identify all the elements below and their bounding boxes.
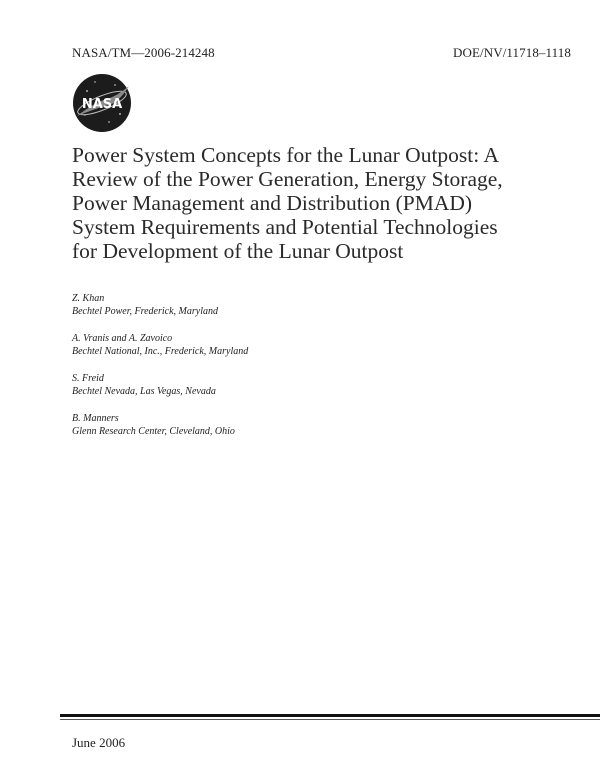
document-title — [72, 143, 592, 263]
footer-divider — [60, 714, 600, 717]
author-name: S. Freid — [72, 373, 104, 384]
author-affiliation: Bechtel Power, Frederick, Maryland — [72, 306, 218, 317]
title-line: for Development of the Lunar Outpost — [72, 239, 404, 263]
author-entry — [72, 292, 248, 318]
title-line: Power System Concepts for the Lunar Outpost: A — [72, 143, 499, 167]
nasa-logo-icon — [71, 72, 133, 134]
logo-wordmark: NASA — [81, 97, 123, 112]
report-number: NASA/TM—2006-214248 — [72, 45, 215, 60]
author-name: A. Vranis and A. Zavoico — [72, 333, 173, 344]
publication-date: June 2006 — [72, 735, 126, 750]
author-list — [72, 292, 248, 452]
title-line: Review of the Power Generation, Energy Storage, — [72, 167, 503, 191]
author-affiliation: Bechtel Nevada, Las Vegas, Nevada — [72, 386, 216, 397]
author-entry — [72, 332, 248, 358]
title-line: Power Management and Distribution (PMAD) — [72, 191, 473, 215]
doe-report-number: DOE/NV/11718–1118 — [453, 45, 571, 60]
author-name: Z. Khan — [72, 293, 105, 304]
footer-divider-thin — [60, 719, 600, 720]
title-line: System Requirements and Potential Technologies — [72, 215, 498, 239]
author-name: B. Manners — [72, 413, 119, 424]
author-entry — [72, 372, 248, 398]
author-affiliation: Glenn Research Center, Cleveland, Ohio — [72, 426, 235, 437]
author-entry — [72, 412, 248, 438]
author-affiliation: Bechtel National, Inc., Frederick, Maryland — [72, 346, 249, 357]
